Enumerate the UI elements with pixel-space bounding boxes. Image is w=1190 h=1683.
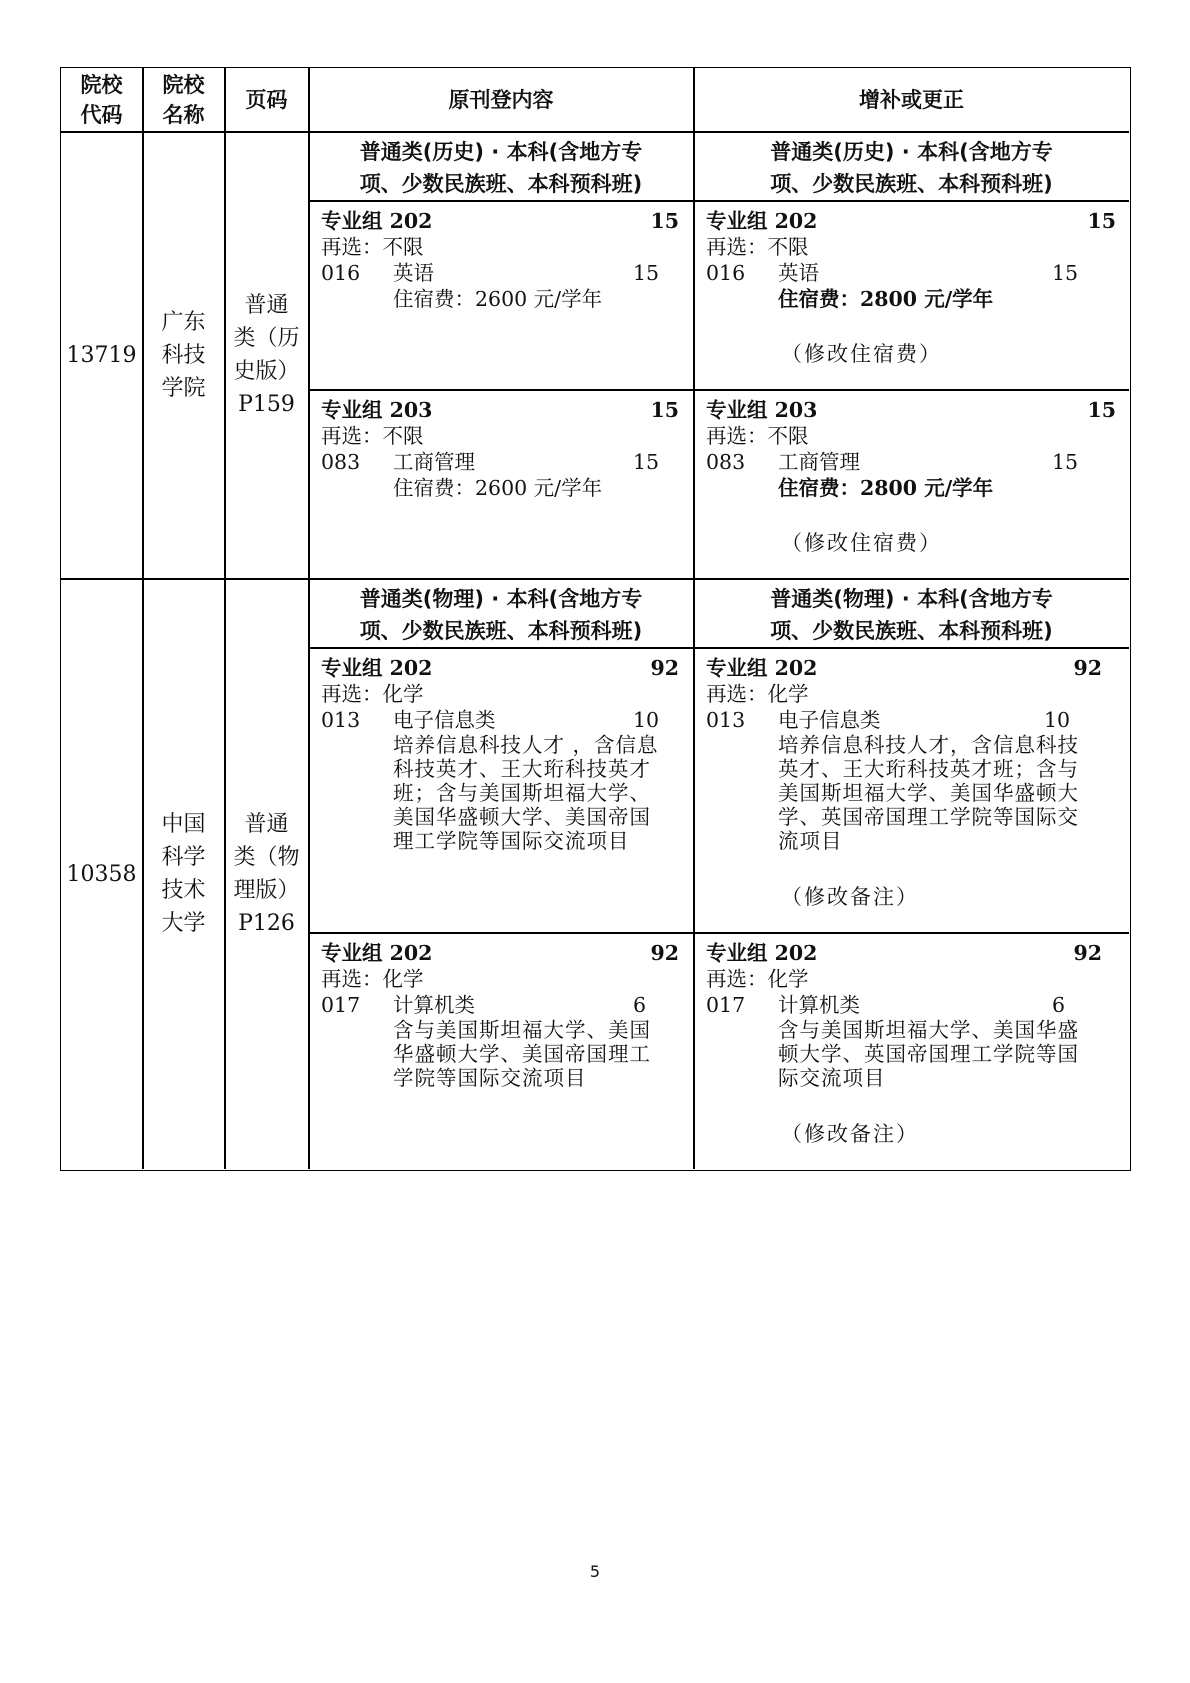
- group-title: 专业组 202: [706, 941, 818, 965]
- group-title: 专业组 203: [706, 398, 818, 422]
- header-correction: 增补或更正: [859, 87, 964, 112]
- major-name: 工商管理: [778, 450, 860, 474]
- reselect: 再选：不限: [706, 424, 809, 448]
- dorm-fee: 住宿费：2600 元/学年: [393, 476, 603, 500]
- group-title: 专业组 202: [321, 209, 433, 233]
- major-group-original: [321, 655, 683, 853]
- major-group-correction: [706, 940, 1116, 1090]
- major-group-correction: [706, 397, 1116, 501]
- school-code: 13719: [66, 342, 137, 368]
- group-title: 专业组 203: [321, 398, 433, 422]
- remark: （修改住宿费）: [781, 342, 942, 366]
- remark: （修改住宿费）: [781, 531, 942, 555]
- major-count: 6: [1052, 993, 1066, 1017]
- reselect: 再选：化学: [321, 967, 424, 991]
- major-name: 电子信息类: [778, 708, 881, 732]
- major-code: 016: [321, 261, 361, 285]
- major-group-original: [321, 940, 683, 1090]
- major-name: 计算机类: [778, 993, 860, 1017]
- page-number: 5: [589, 1562, 601, 1581]
- reselect: 再选：化学: [706, 682, 809, 706]
- major-code: 013: [706, 708, 746, 732]
- major-count: 15: [633, 261, 660, 285]
- school-name: 广东 科技 学院: [161, 309, 206, 401]
- major-count: 15: [633, 450, 660, 474]
- dorm-fee: 住宿费：2800 元/学年: [778, 287, 994, 311]
- major-code: 083: [321, 450, 361, 474]
- remark: （修改备注）: [781, 885, 919, 909]
- major-name: 英语: [778, 261, 819, 285]
- dorm-fee: 住宿费：2600 元/学年: [393, 287, 603, 311]
- group-title: 专业组 202: [706, 656, 818, 680]
- header-original: 原刊登内容: [448, 87, 554, 112]
- major-group-correction: [706, 208, 1116, 312]
- group-title: 专业组 202: [321, 941, 433, 965]
- major-name: 工商管理: [393, 450, 475, 474]
- corrections-table: [60, 67, 1131, 1171]
- reselect: 再选：化学: [706, 967, 809, 991]
- group-count: 92: [650, 941, 679, 965]
- divider: [308, 389, 1129, 391]
- major-count: 6: [633, 993, 647, 1017]
- major-count: 10: [1044, 708, 1071, 732]
- major-group-correction: [706, 655, 1116, 853]
- reselect: 再选：不限: [321, 424, 424, 448]
- major-count: 10: [633, 708, 660, 732]
- divider: [308, 647, 1129, 649]
- category-heading-correction: 普通类(历史) · 本科(含地方专 项、少数民族班、本科预科班): [770, 140, 1053, 196]
- reselect: 再选：不限: [706, 235, 809, 259]
- remark: （修改备注）: [781, 1122, 919, 1146]
- group-count: 92: [650, 656, 679, 680]
- dorm-fee: 住宿费：2800 元/学年: [778, 476, 994, 500]
- major-note: 培养信息科技人才 ，含信息 科技英才、王大珩科技英才 班；含与美国斯坦福大学、 美国华盛顿大学、美国帝国 理工学院等国际交流项目: [393, 733, 659, 853]
- major-count: 15: [1052, 450, 1079, 474]
- header-code: 院校 代码: [80, 72, 123, 127]
- page-ref: 普通 类（物 理版） P126: [233, 812, 300, 936]
- group-count: 15: [1087, 398, 1116, 422]
- reselect: 再选：化学: [321, 682, 424, 706]
- group-count: 15: [650, 398, 679, 422]
- divider: [308, 200, 1129, 202]
- group-title: 专业组 202: [706, 209, 818, 233]
- category-heading-original: 普通类(物理) · 本科(含地方专 项、少数民族班、本科预科班): [359, 587, 643, 643]
- group-count: 15: [650, 209, 679, 233]
- major-code: 083: [706, 450, 746, 474]
- divider: [308, 932, 1129, 934]
- major-note: 含与美国斯坦福大学、美国 华盛顿大学、美国帝国理工 学院等国际交流项目: [393, 1018, 651, 1090]
- group-count: 15: [1087, 209, 1116, 233]
- school-name: 中国 科学 技术 大学: [161, 812, 206, 936]
- school-code: 10358: [66, 861, 137, 887]
- category-heading-correction: 普通类(物理) · 本科(含地方专 项、少数民族班、本科预科班): [770, 587, 1053, 643]
- page-ref: 普通 类（历 史版） P159: [233, 293, 300, 417]
- header-name: 院校 名称: [162, 72, 205, 127]
- major-note: 含与美国斯坦福大学、美国华盛 顿大学、英国帝国理工学院等国 际交流项目: [778, 1018, 1079, 1090]
- major-group-original: [321, 208, 679, 312]
- group-count: 92: [1073, 941, 1102, 965]
- major-code: 013: [321, 708, 361, 732]
- major-group-original: [321, 397, 679, 501]
- major-note: 培养信息科技人才，含信息科技 英才、王大珩科技英才班；含与 美国斯坦福大学、美国华盛顿大 学、英国帝国理工学院等国际交 流项目: [778, 733, 1079, 853]
- reselect: 再选：不限: [321, 235, 424, 259]
- major-name: 电子信息类: [393, 708, 496, 732]
- major-count: 15: [1052, 261, 1079, 285]
- category-heading-original: 普通类(历史) · 本科(含地方专 项、少数民族班、本科预科班): [359, 140, 643, 196]
- group-title: 专业组 202: [321, 656, 433, 680]
- major-name: 英语: [393, 261, 434, 285]
- header-page: 页码: [245, 87, 288, 112]
- group-count: 92: [1073, 656, 1102, 680]
- major-name: 计算机类: [393, 993, 475, 1017]
- major-code: 016: [706, 261, 746, 285]
- major-code: 017: [321, 993, 361, 1017]
- major-code: 017: [706, 993, 746, 1017]
